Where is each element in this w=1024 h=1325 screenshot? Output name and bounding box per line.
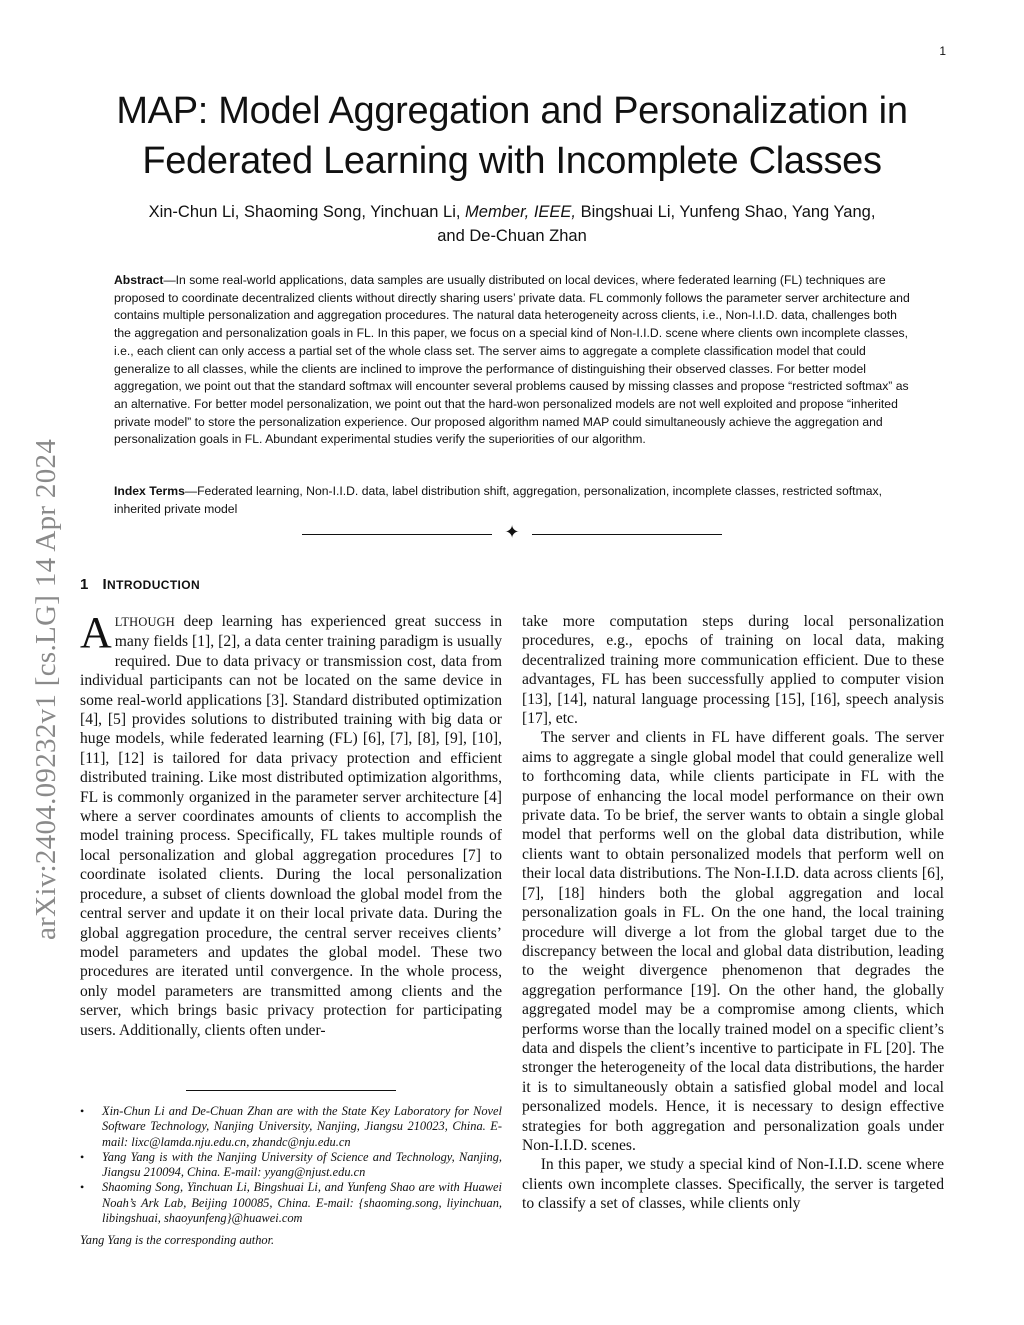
intro-paragraph-1-continued: take more computation steps during local personalization procedures, e.g., epochs of training on local data, making decentralized training more communication efficient. Due to these advantages, FL has been successfully applied to computer vision [13], [14], natural language processing [15], [16], speech analysis [17], etc. bbox=[522, 613, 944, 728]
intro-p1-text: deep learning has experienced great success in many fields [1], [2], a data center training paradigm is usually required. Due to data privacy or transmission cost, data from individual participants can not be located on the same device in some real-world applications [3]. Standard distributed optimization [4], [5] provides solutions to distributed training with big data or huge models, while federated learning (FL) [6], [7], [8], [9], [10], [11], [12] is tailored for data privacy protection and efficient distributed training. Like most distributed optimization algorithms, FL is commonly organized in the parameter server architecture [4] where a server coordinates amounts of clients to accomplish the model training process. Specifically, FL takes multiple rounds of local personalization and global aggregation procedures [7] to coordinate isolated clients. During the local personalization procedure, a subset of clients download the global model from the central server and update it on their local private data. During the global aggregation procedure, the central server receives clients’ model parameters and updates the global model. These two procedures are iterated until convergence. In the whole process, only model parameters are transmitted among clients and the server, which brings basic privacy protection for participating users. Additionally, clients often under- bbox=[80, 613, 502, 1039]
bullet-icon: • bbox=[80, 1180, 85, 1195]
footnotes bbox=[80, 1104, 502, 1226]
footnote-item bbox=[80, 1150, 502, 1181]
title-line-2: Federated Learning with Incomplete Classes bbox=[142, 140, 882, 182]
section-first-letter: I bbox=[102, 576, 108, 593]
bullet-icon: • bbox=[80, 1104, 85, 1118]
author-list bbox=[80, 200, 944, 248]
abstract bbox=[114, 272, 910, 449]
separator-star-icon: ✦ bbox=[504, 522, 520, 543]
footnote-item bbox=[80, 1180, 502, 1226]
abstract-text: —In some real-world applications, data samples are usually distributed on local devices, where federated learning (FL) techniques are proposed to coordinate decentralized clients without directly sharing users’ private data. FL commonly follows the parameter server architecture and contains multiple personalization and aggregation procedures. The natural data heterogeneity across clients, i.e., Non-I.I.D. data, challenges both the aggregation and personalization goals in FL. In this paper, we focus on a special kind of Non-I.I.D. scene where clients own incomplete classes, i.e., each client can only access a partial set of the whole class set. The server aims to aggregate a complete classification model that could generalize to all classes, while the clients are inclined to improve the performance of distinguishing their observed classes. For better model aggregation, we point out that the standard softmax will encounter several problems caused by missing classes and propose “restricted softmax” as an alternative. For better model personalization, we point out that the hard-won personalized models are not well exploited and propose “inherited private model” to store the personalization experience. Our proposed algorithm named MAP could simultaneously achieve the aggregation and personalization goals in FL. Abundant experimental studies verify the superiorities of our algorithm. bbox=[114, 273, 910, 447]
page-number: 1 bbox=[939, 44, 946, 58]
intro-paragraph-3: In this paper, we study a special kind of Non-I.I.D. scene where clients own incomplete classes. Specifically, the server is targeted to classify a set of classes, while clients only bbox=[522, 1156, 944, 1213]
footnote-rule bbox=[186, 1090, 396, 1091]
footnote-text: Yang Yang is with the Nanjing University of Science and Technology, Nanjing, Jiangsu 210094, China. E-mail: yyang@njust.edu.cn bbox=[102, 1149, 502, 1180]
section-number: 1 bbox=[80, 576, 89, 593]
section-title-rest: NTRODUCTION bbox=[107, 578, 201, 592]
intro-smallcaps: LTHOUGH bbox=[114, 615, 175, 629]
index-terms-text: —Federated learning, Non-I.I.D. data, label distribution shift, aggregation, personalization, incomplete classes, restricted softmax, inherited private model bbox=[114, 484, 882, 516]
index-terms bbox=[114, 483, 910, 518]
drop-cap: A bbox=[80, 608, 112, 657]
section-heading bbox=[80, 576, 200, 593]
footnote-text: Xin-Chun Li and De-Chuan Zhan are with the State Key Laboratory for Novel Software Technology, Nanjing University, Nanjing, Jiangsu 210023, China. E-mail: lixc@lamda.nju.edu.cn, zhandc@nju.edu.cn bbox=[102, 1104, 502, 1149]
paper-title bbox=[60, 86, 964, 186]
right-column bbox=[522, 612, 944, 1214]
abstract-label: Abstract bbox=[114, 273, 164, 287]
index-terms-label: Index Terms bbox=[114, 484, 185, 498]
authors-part-2: Bingshuai Li, Yunfeng Shao, Yang Yang, bbox=[576, 203, 876, 221]
authors-member: Member, IEEE, bbox=[465, 203, 577, 221]
separator-line-left bbox=[302, 534, 492, 535]
authors-part-1: Xin-Chun Li, Shaoming Song, Yinchuan Li, bbox=[148, 203, 466, 221]
intro-paragraph-2: The server and clients in FL have different goals. The server aims to aggregate a single global model that could generalize well to forthcoming data, while clients participate in FL with the purpose of enhancing the local model performance on their own private data. To be brief, the server wants to obtain a single global model that performs well on the global data distribution, while clients want to obtain personalized models that perform well on their local data distributions. The Non-I.I.D. data across clients [6], [7], [18] hinders both the global aggregation and local personalization goals in FL. On the one hand, the local training procedure will diverge a lot from the global target due to the discrepancy between the local and global data distribution, leading to the weight divergence phenomenon that degrades the aggregation performance [19]. On the other hand, the globally aggregated model may be a compromise among clients, which performs worse than the locally trained model on a specific client’s data and dispels the client’s incentive to participate in FL [20]. The stronger the heterogeneity of the local data distributions, the harder it is to simultaneously obtain a satisfied global model and local personalized models. Hence, it is necessary to design effective strategies for both aggregation and personalization goals under Non-I.I.D. scenes. bbox=[522, 729, 944, 1154]
separator-line-right bbox=[532, 534, 722, 535]
arxiv-stamp: arXiv:2404.09232v1 [cs.LG] 14 Apr 2024 bbox=[30, 438, 62, 940]
corresponding-author: Yang Yang is the corresponding author. bbox=[80, 1233, 275, 1247]
bullet-icon: • bbox=[80, 1149, 85, 1164]
intro-paragraph-1 bbox=[80, 608, 502, 1040]
footnote-text: Shaoming Song, Yinchuan Li, Bingshuai Li, and Yunfeng Shao are with Huawei Noah’s Ark Lab, Beijing 100085, China. E-mail: {shaoming.song, liyinchuan, libingshuai, shaoyunfeng}@huawei.com bbox=[102, 1180, 502, 1226]
left-column bbox=[80, 608, 502, 1040]
title-line-1: MAP: Model Aggregation and Personalization in bbox=[116, 90, 908, 132]
authors-line-2: and De-Chuan Zhan bbox=[437, 227, 587, 245]
footnote-item bbox=[80, 1104, 502, 1150]
